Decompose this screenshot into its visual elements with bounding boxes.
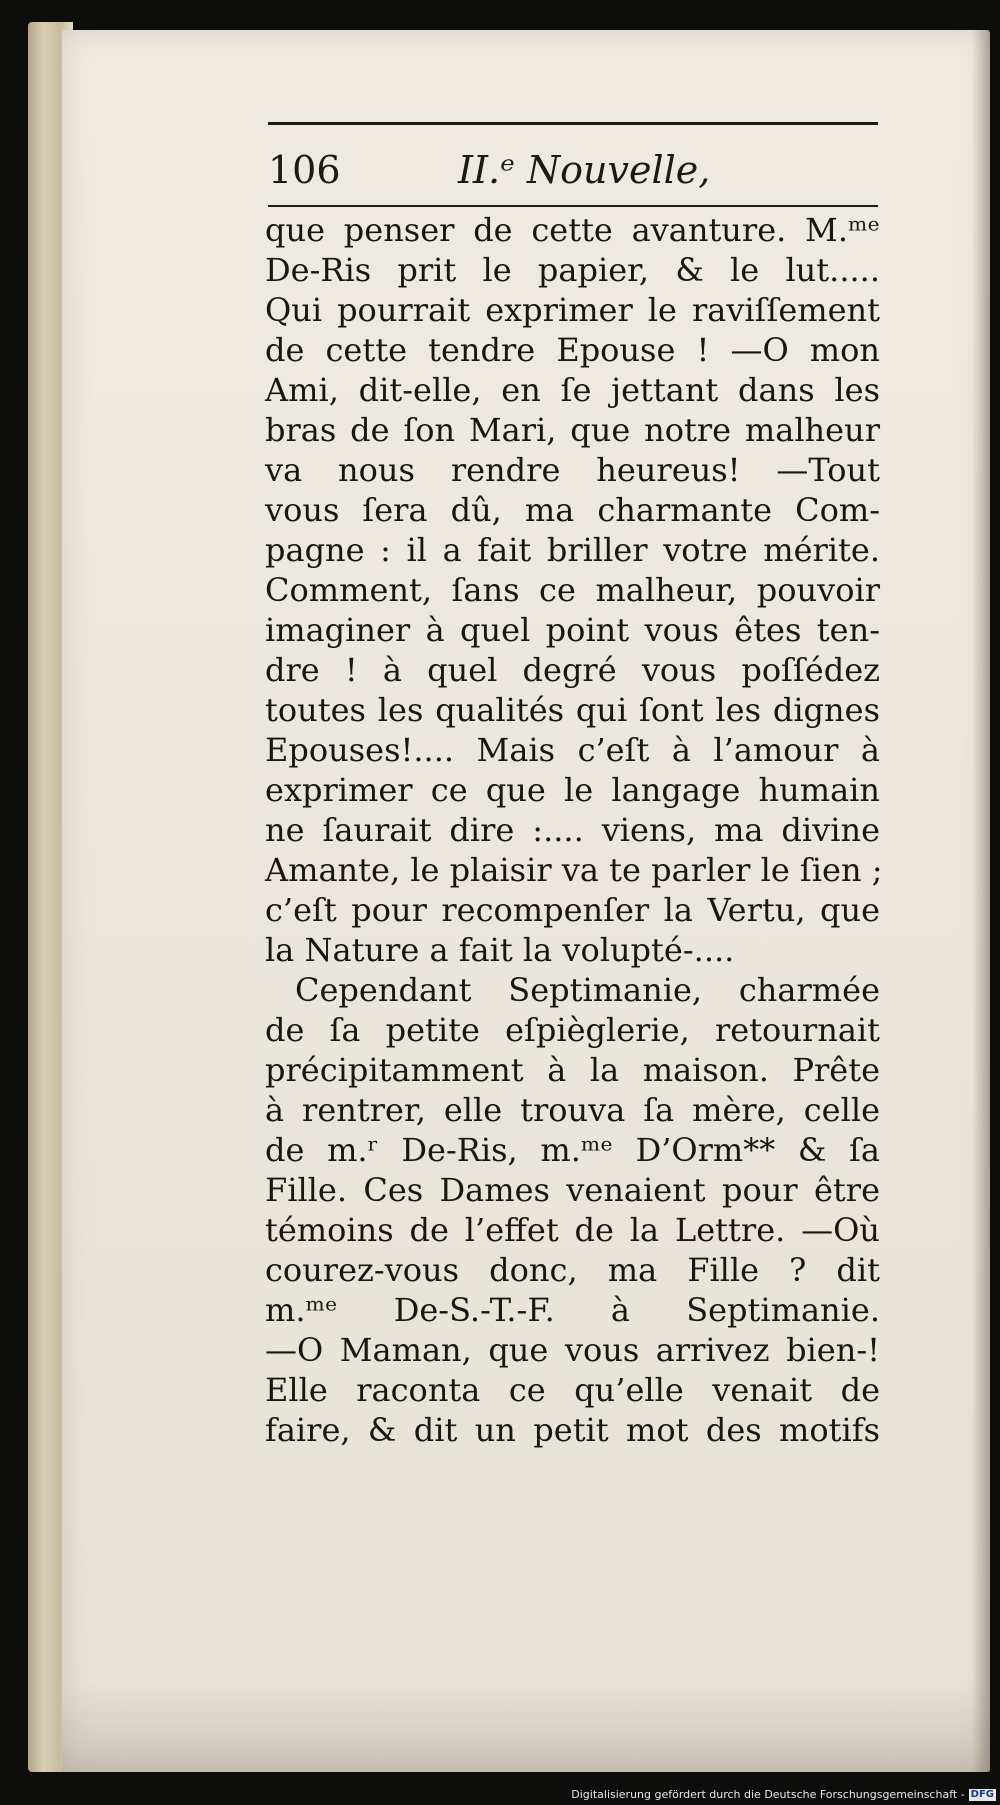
header-rule-bottom <box>268 205 878 207</box>
text-line: que penser de cette avanture. M.ᵐᵉ <box>265 211 880 249</box>
text-line: Amante, le plaisir va te parler le ſien ; <box>265 851 883 889</box>
text-line: témoins de l’effet de la Lettre. —Où <box>265 1211 880 1249</box>
text-line: faire, & dit un petit mot des motifs <box>265 1411 880 1449</box>
text-line: de cette tendre Epouse ! —O mon <box>265 331 880 369</box>
running-head: II.ᵉ Nouvelle, <box>458 148 711 192</box>
header-rule-top <box>268 122 878 125</box>
text-line: de ſa petite eſpièglerie, retournait <box>265 1011 880 1049</box>
text-line: c’eſt pour recompenſer la Vertu, que <box>265 891 880 929</box>
text-line: toutes les qualités qui ſont les dignes <box>265 691 880 729</box>
text-line: De-Ris prit le papier, & le lut..... <box>265 251 880 289</box>
text-line: —O Maman, que vous arrivez bien-! <box>265 1331 880 1369</box>
text-line: précipitamment à la maison. Prête <box>265 1051 880 1089</box>
text-line: m.ᵐᵉ De-S.-T.-F. à Septimanie. <box>265 1291 880 1329</box>
text-line: Fille. Ces Dames venaient pour être <box>265 1171 880 1209</box>
text-line: bras de ſon Mari, que notre malheur <box>265 411 880 449</box>
credit-text: Digitalisierung gefördert durch die Deutsche Forschungsgemeinschaft - <box>571 1788 965 1801</box>
text-line: à rentrer, elle trouva ſa mère, celle <box>265 1091 880 1129</box>
digitization-credit <box>571 1788 996 1801</box>
text-line: Ami, dit-elle, en ſe jettant dans les <box>265 371 880 409</box>
text-line: dre ! à quel degré vous poſſédez <box>265 651 880 689</box>
text-line: Cependant Septimanie, charmée <box>295 971 880 1009</box>
page-number: 106 <box>268 148 341 192</box>
text-line: de m.ʳ De-Ris, m.ᵐᵉ D’Orm** & ſa <box>265 1131 880 1169</box>
text-line: imaginer à quel point vous êtes ten- <box>265 611 880 649</box>
page-header <box>268 140 878 200</box>
text-line: pagne : il a fait briller votre mérite. <box>265 531 880 569</box>
text-line: ne ſaurait dire :.... viens, ma divine <box>265 811 880 849</box>
body-text <box>265 210 883 1450</box>
dfg-logo: DFG <box>970 1788 994 1800</box>
text-line: Qui pourrait exprimer le raviſſement <box>265 291 880 329</box>
text-line: exprimer ce que le langage humain <box>265 771 880 809</box>
spine-shadow <box>972 30 990 1772</box>
text-line: la Nature a fait la volupté-.... <box>265 931 735 969</box>
text-line: vous ſera dû, ma charmante Com- <box>265 491 880 529</box>
text-line: courez-vous donc, ma Fille ? dit <box>265 1251 880 1289</box>
text-line: Elle raconta ce qu’elle venait de <box>265 1371 880 1409</box>
text-line: Epouses!.... Mais c’eſt à l’amour à <box>265 731 880 769</box>
text-line: va nous rendre heureus! —Tout <box>265 451 880 489</box>
text-line: Comment, ſans ce malheur, pouvoir <box>265 571 880 609</box>
